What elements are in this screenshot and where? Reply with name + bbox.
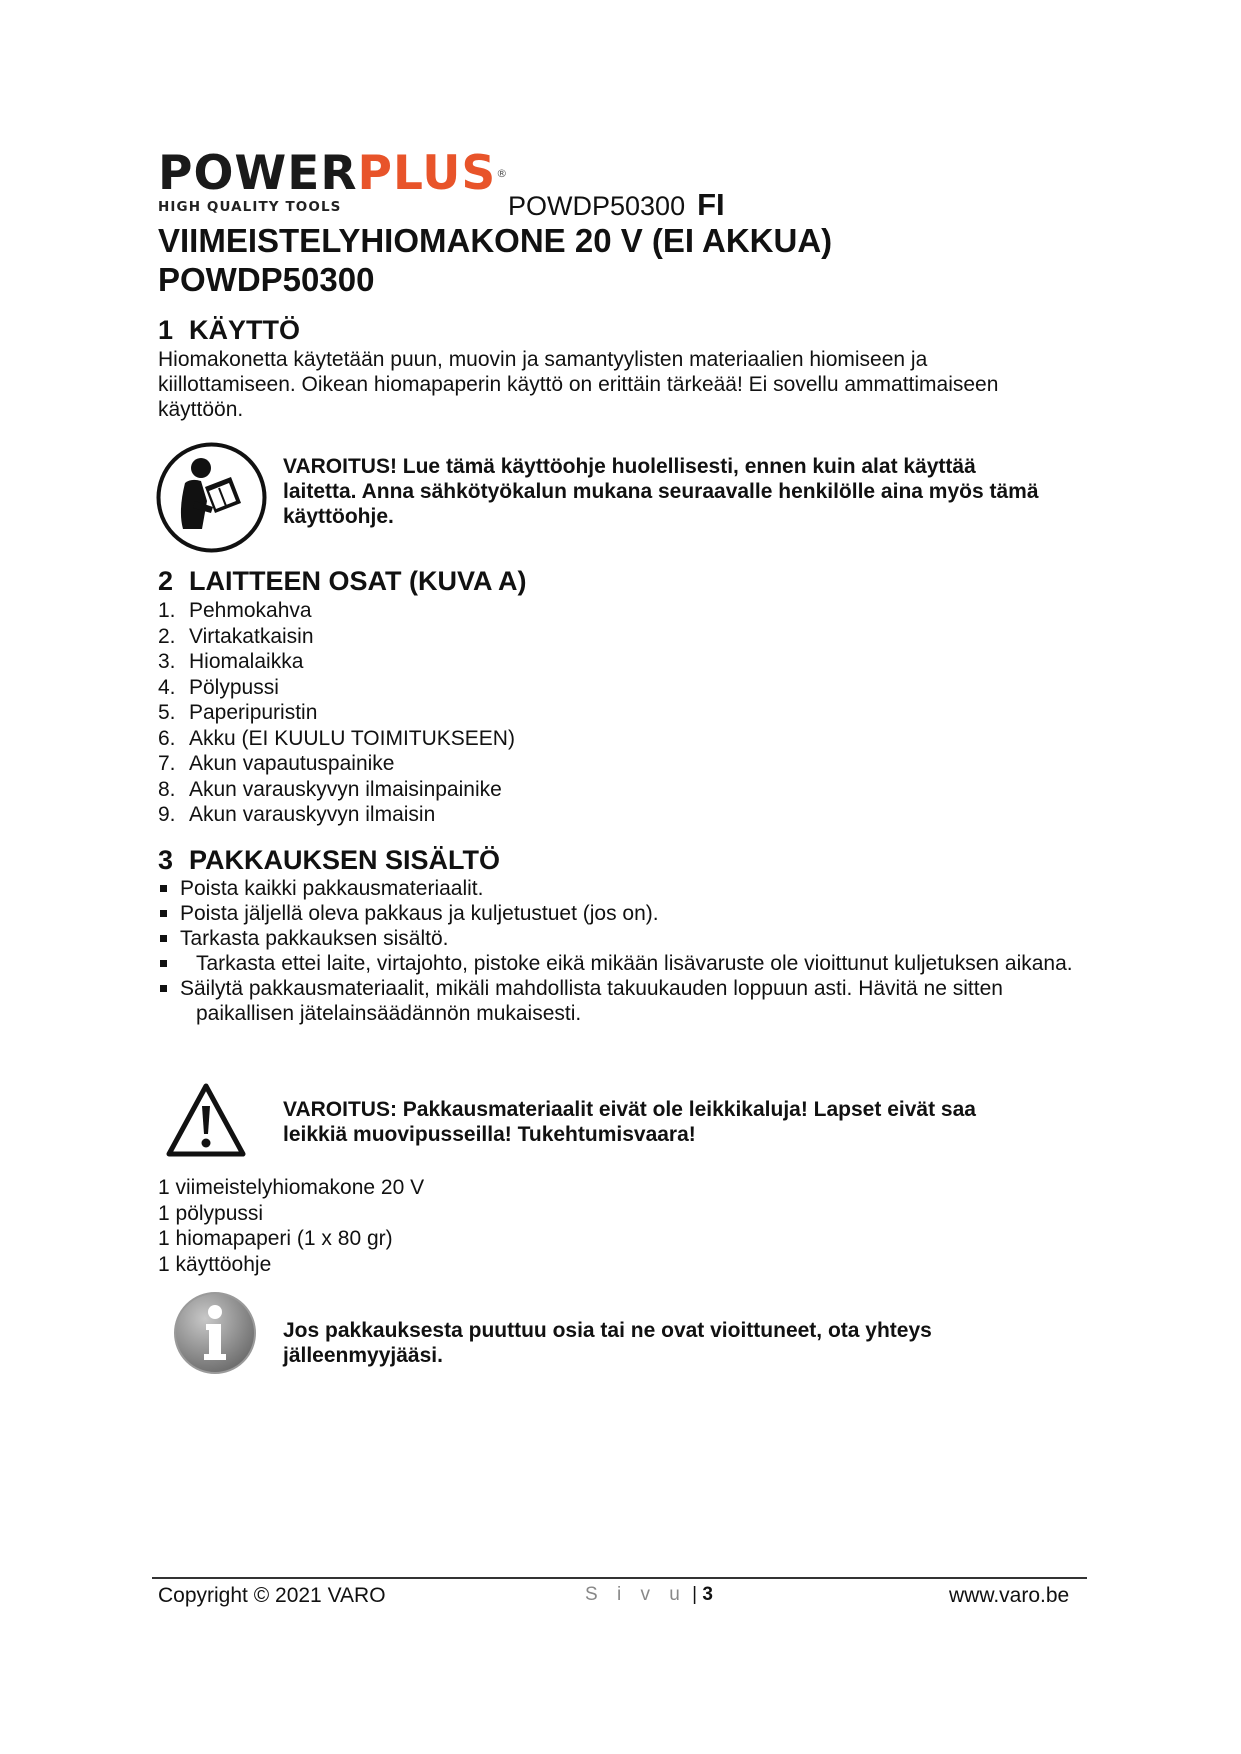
footer-divider bbox=[152, 1577, 1087, 1579]
list-item-label: Akun varauskyvyn ilmaisinpainike bbox=[189, 777, 502, 801]
section-3-title: PAKKAUKSEN SISÄLTÖ bbox=[189, 845, 501, 875]
list-item bbox=[158, 649, 515, 675]
list-item: Säilytä pakkausmateriaalit, mikäli mahdollista takuukauden loppuun asti. Hävitä ne sitten paikallisen jätelainsäädännön mukaisesti. bbox=[158, 976, 1098, 1026]
list-item bbox=[158, 675, 515, 701]
info-line: jälleenmyyjääsi. bbox=[283, 1344, 443, 1367]
list-item bbox=[158, 624, 515, 650]
info-line: Jos pakkauksesta puuttuu osia tai ne ovat vioittuneet, ota yhteys bbox=[283, 1319, 932, 1342]
language-code: FI bbox=[697, 187, 725, 222]
body-line: käyttöön. bbox=[158, 398, 244, 421]
model-code bbox=[508, 187, 725, 223]
list-item-label: Akun vapautuspainike bbox=[189, 752, 395, 775]
footer-page-indicator bbox=[585, 1584, 713, 1606]
body-line: kiillottamiseen. Oikean hiomapaperin käyttö on erittäin tärkeää! Ei sovellu ammattimaiseen bbox=[158, 373, 999, 396]
list-item-number: 4. bbox=[158, 675, 176, 699]
list-item-number: 2. bbox=[158, 624, 176, 648]
list-item bbox=[158, 777, 515, 803]
title-line-2: POWDP50300 bbox=[158, 261, 375, 298]
list-item: 1 pölypussi bbox=[158, 1201, 264, 1225]
warning-line: käyttöohje. bbox=[283, 505, 394, 528]
list-item-number: 8. bbox=[158, 777, 176, 801]
warning-line: laitetta. Anna sähkötyökalun mukana seuraavalle henkilölle aina myös tämä bbox=[283, 480, 1039, 503]
logo-wordmark bbox=[158, 146, 509, 201]
list-item-label: Akun varauskyvyn ilmaisin bbox=[189, 803, 436, 826]
page-separator: | bbox=[692, 1584, 698, 1605]
footer-website: www.varo.be bbox=[949, 1584, 1070, 1607]
list-item: Poista jäljellä oleva pakkaus ja kuljetustuet (jos on). bbox=[158, 901, 1098, 926]
list-item bbox=[158, 726, 515, 752]
logo-registered-mark: ® bbox=[496, 167, 509, 180]
packaging-warning bbox=[283, 1097, 1103, 1147]
list-item bbox=[158, 700, 515, 726]
parts-list bbox=[158, 598, 515, 828]
footer-copyright: Copyright © 2021 VARO bbox=[158, 1584, 386, 1607]
list-item: 1 hiomapaperi (1 x 80 gr) bbox=[158, 1227, 393, 1250]
section-2-title: LAITTEEN OSAT (KUVA A) bbox=[189, 566, 527, 596]
model-code-text: POWDP50300 bbox=[508, 191, 686, 221]
list-item bbox=[158, 598, 515, 624]
list-item-label: Pehmokahva bbox=[189, 599, 312, 622]
list-item: Tarkasta ettei laite, virtajohto, pistoke eikä mikään lisävaruste ole vioittunut kuljetuksen aikana. bbox=[158, 951, 1098, 976]
body-line: Hiomakonetta käytetään puun, muovin ja samantyylisten materiaalien hiomiseen ja bbox=[158, 348, 928, 371]
warning-triangle-icon bbox=[165, 1082, 247, 1163]
list-item: Tarkasta pakkauksen sisältö. bbox=[158, 926, 1098, 951]
list-item bbox=[158, 802, 515, 828]
section-1-number: 1 bbox=[158, 315, 174, 345]
list-item: 1 viimeistelyhiomakone 20 V bbox=[158, 1176, 425, 1199]
logo-tagline: HIGH QUALITY TOOLS bbox=[158, 199, 342, 215]
read-manual-icon bbox=[155, 441, 268, 559]
list-item-label: Hiomalaikka bbox=[189, 650, 304, 673]
list-item: Poista kaikki pakkausmateriaalit. bbox=[158, 876, 1098, 901]
logo-plus: PLUS bbox=[357, 146, 497, 201]
list-item-label: Akku (EI KUULU TOIMITUKSEEN) bbox=[189, 726, 515, 750]
read-manual-warning bbox=[283, 454, 1103, 529]
page-label: S i v u bbox=[585, 1584, 687, 1605]
section-3-heading bbox=[158, 845, 500, 876]
missing-parts-note bbox=[283, 1318, 1103, 1368]
info-icon bbox=[172, 1290, 258, 1381]
section-2-heading bbox=[158, 566, 526, 597]
section-1-body bbox=[158, 347, 1078, 422]
section-2-number: 2 bbox=[158, 566, 174, 596]
list-item-label: Pölypussi bbox=[189, 675, 279, 699]
logo-power: POWER bbox=[158, 146, 358, 201]
section-1-title: KÄYTTÖ bbox=[189, 315, 300, 345]
package-contents-list bbox=[158, 1175, 424, 1277]
warning-line: leikkiä muovipusseilla! Tukehtumisvaara! bbox=[283, 1123, 696, 1146]
list-item-number: 5. bbox=[158, 701, 176, 724]
unpacking-list bbox=[158, 876, 1098, 1026]
title-line-1: VIIMEISTELYHIOMAKONE 20 V (EI AKKUA) bbox=[158, 222, 833, 259]
list-item: 1 käyttöohje bbox=[158, 1252, 272, 1276]
warning-line: VAROITUS: Pakkausmateriaalit eivät ole leikkikaluja! Lapset eivät saa bbox=[283, 1098, 976, 1121]
list-item-label: Virtakatkaisin bbox=[189, 624, 314, 648]
warning-line: VAROITUS! Lue tämä käyttöohje huolellisesti, ennen kuin alat käyttää bbox=[283, 455, 976, 478]
page-title bbox=[158, 221, 832, 299]
section-3-number: 3 bbox=[158, 845, 174, 875]
list-item-number: 7. bbox=[158, 752, 176, 775]
list-item-label: Paperipuristin bbox=[189, 701, 318, 724]
list-item-number: 9. bbox=[158, 803, 176, 826]
page-number: 3 bbox=[702, 1584, 713, 1605]
powerplus-logo bbox=[158, 146, 509, 215]
list-item-number: 6. bbox=[158, 726, 176, 750]
list-item-number: 1. bbox=[158, 599, 176, 622]
list-item bbox=[158, 751, 515, 777]
list-item-number: 3. bbox=[158, 650, 176, 673]
section-1-heading bbox=[158, 315, 300, 346]
